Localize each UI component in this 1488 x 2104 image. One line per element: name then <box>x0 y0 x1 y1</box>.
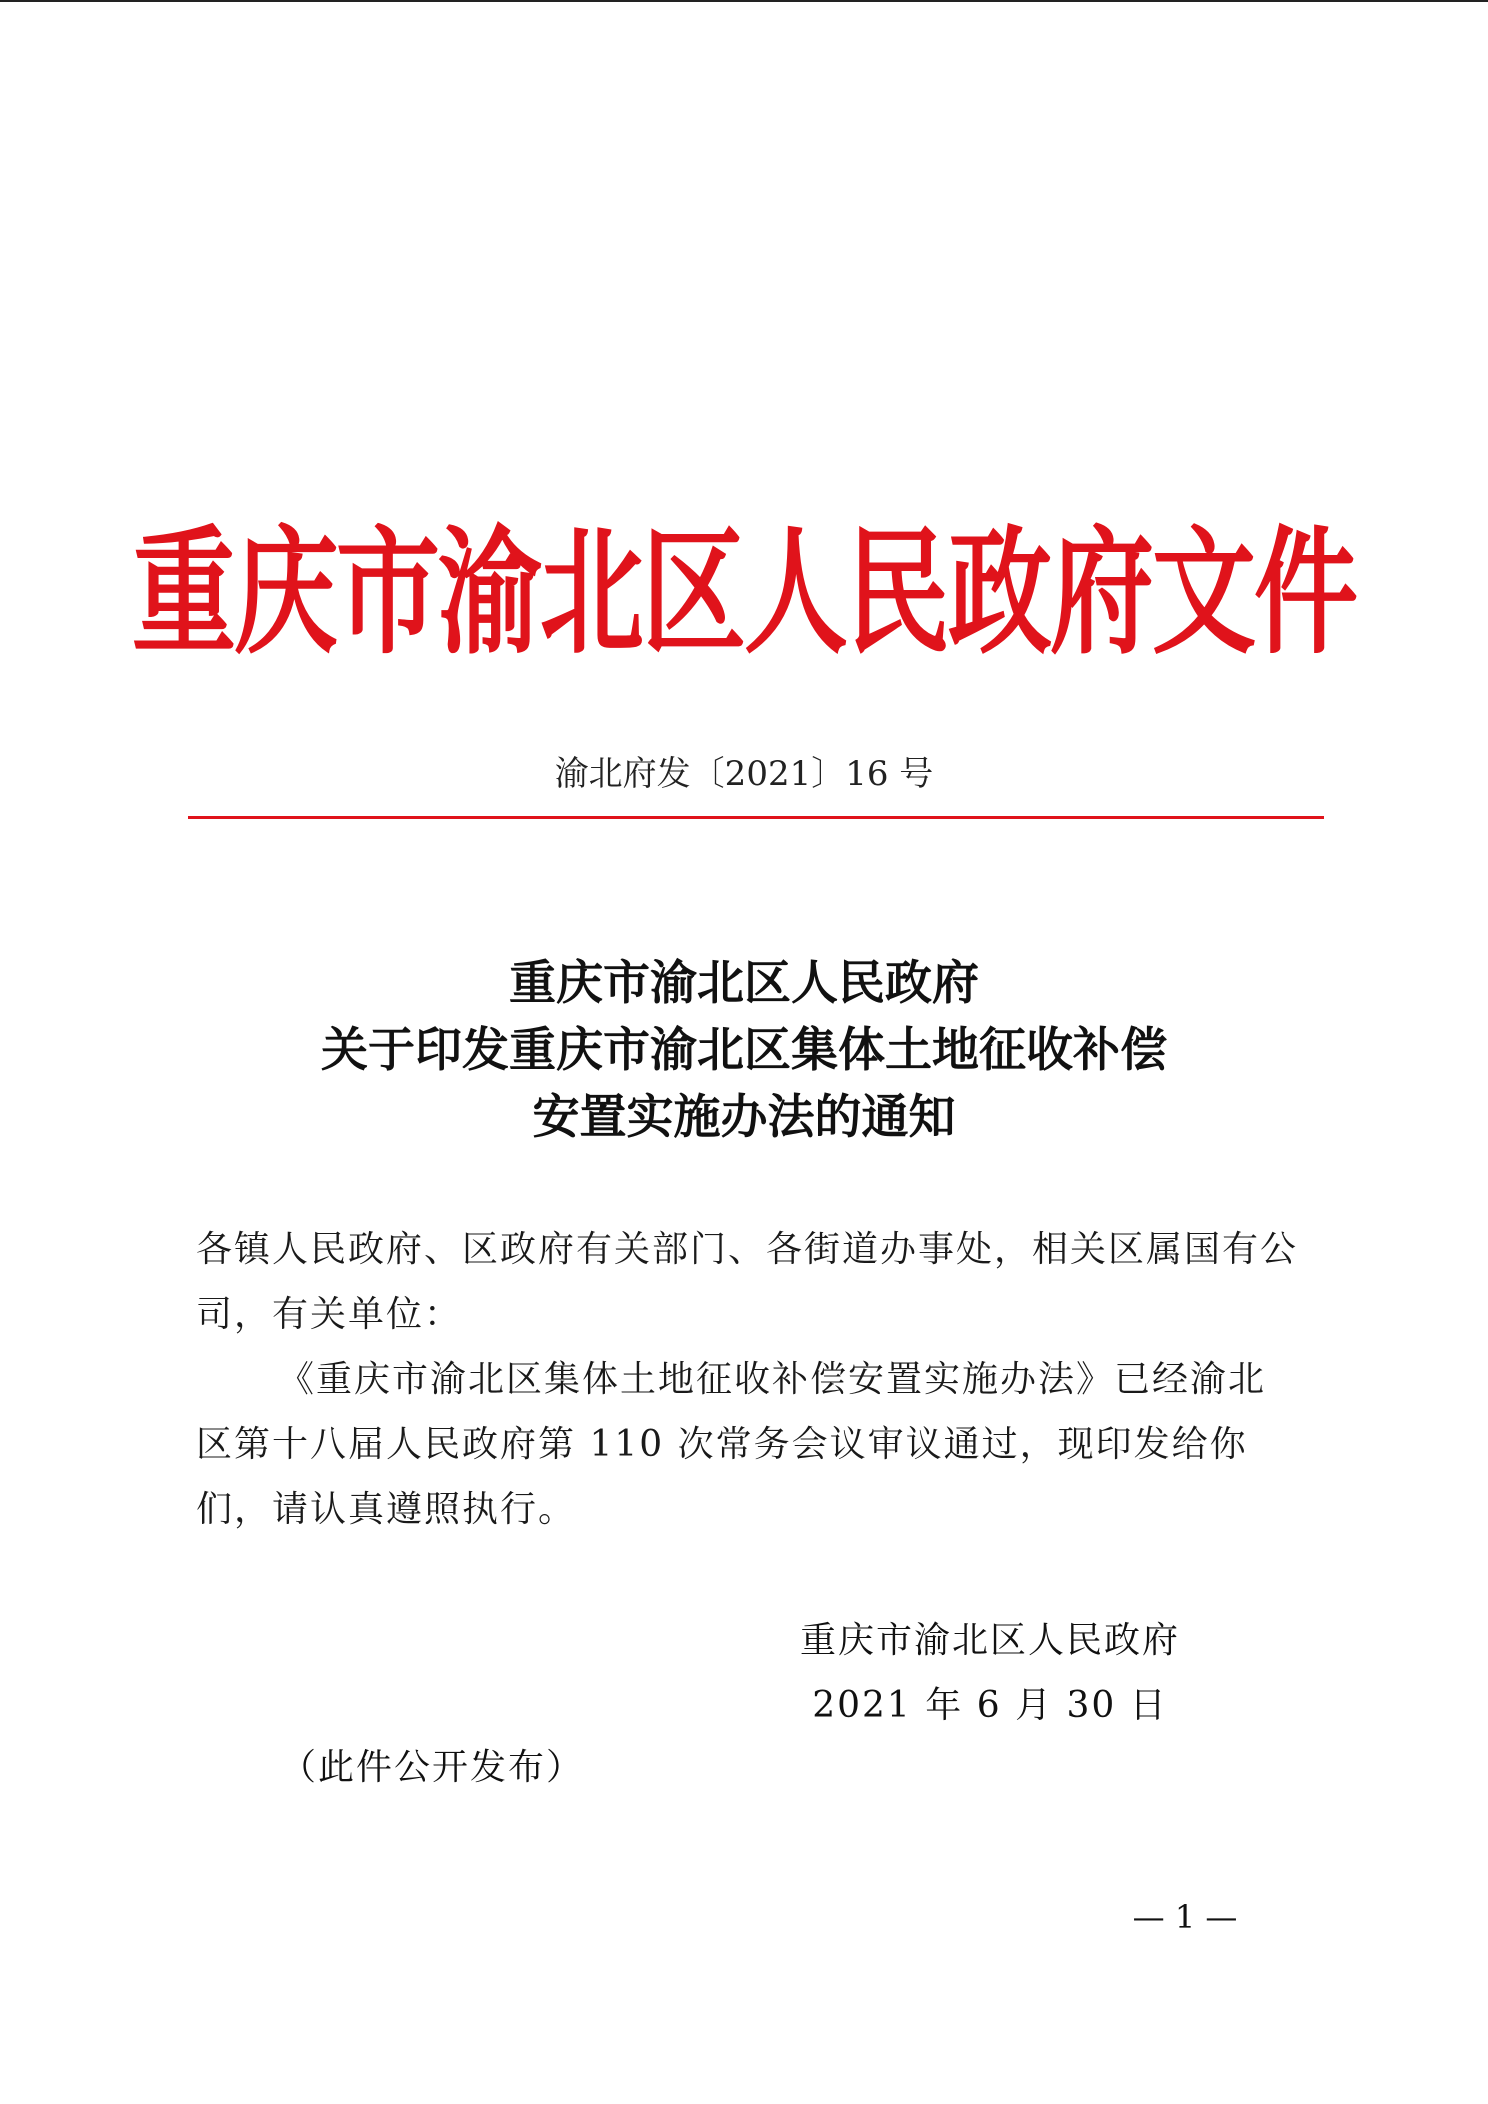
signature-organization: 重庆市渝北区人民政府 <box>799 1620 1180 1661</box>
document-number: 渝北府发〔2021〕16 号 <box>554 754 934 794</box>
body-paragraph: 《重庆市渝北区集体土地征收补偿安置实施办法》已经渝北区第十八届人民政府第 110 次常务会议审议通过，现印发给你们，请认真遵照执行。 <box>196 1359 1267 1530</box>
headline-line-1: 重庆市渝北区人民政府 <box>509 956 979 1011</box>
headline-line-3: 安置实施办法的通知 <box>532 1090 956 1145</box>
page-number: — 1 — <box>1132 1898 1238 1936</box>
notice-headline <box>0 950 1488 1151</box>
signature-date: 2021 年 6 月 30 日 <box>812 1685 1168 1726</box>
red-divider-line <box>188 816 1324 819</box>
public-release-note: （此件公开发布） <box>280 1747 585 1788</box>
addressee-text: 各镇人民政府、区政府有关部门、各街道办事处，相关区属国有公司，有关单位： <box>196 1229 1299 1335</box>
red-header-title: 重庆市渝北区人民政府文件 <box>131 512 1356 674</box>
headline-line-2: 关于印发重庆市渝北区集体土地征收补偿 <box>321 1023 1167 1078</box>
